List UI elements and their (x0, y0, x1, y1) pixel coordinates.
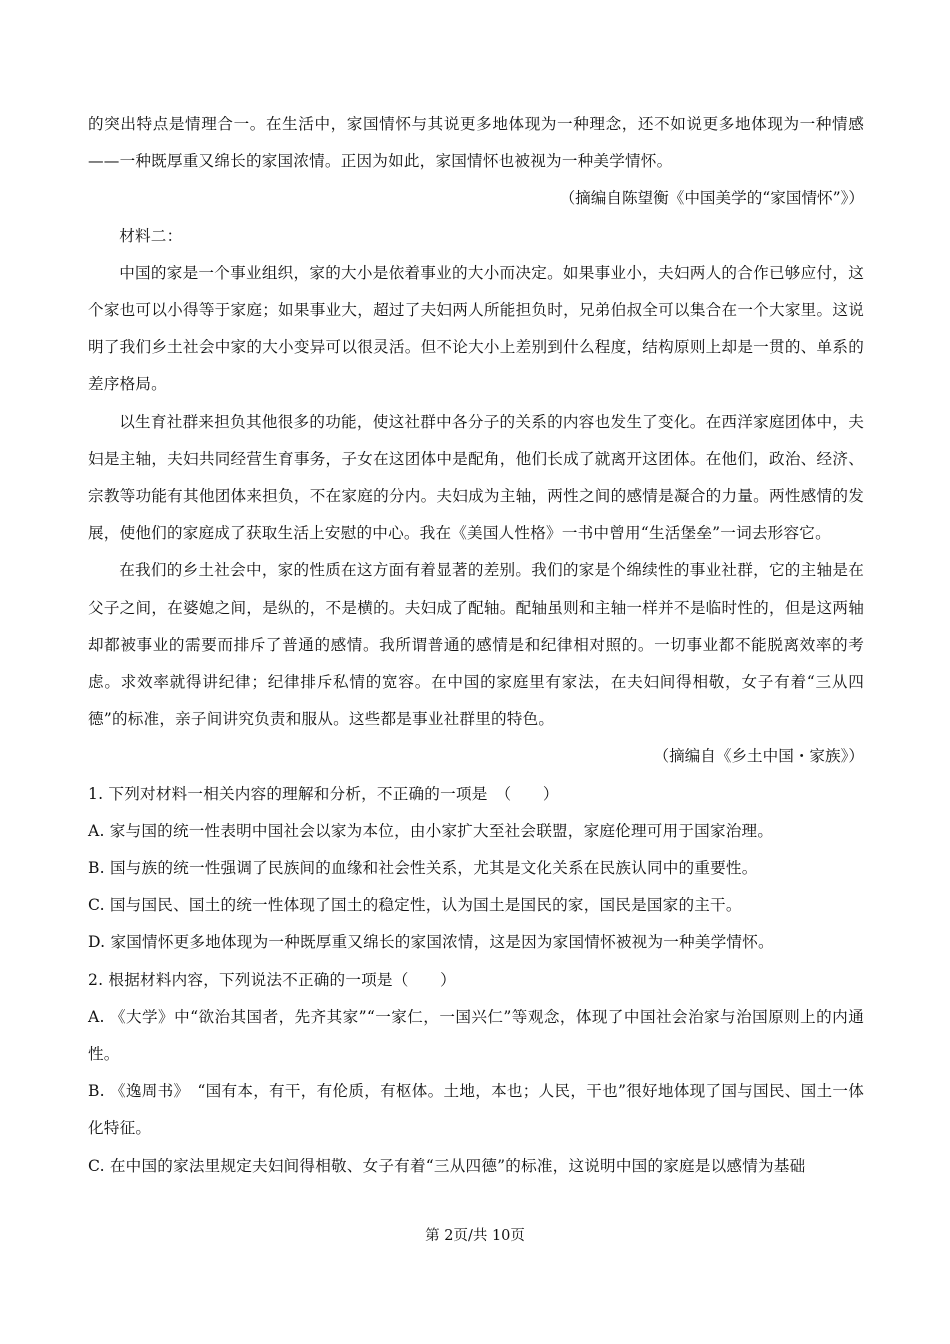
material1-continuation: 的突出特点是情理合一。在生活中，家国情怀与其说更多地体现为一种理念，还不如说更多地体现为一种情感——一种既厚重又绵长的家国浓情。正因为如此，家国情怀也被视为一种美学情怀。 (88, 115, 864, 171)
question-1-option-d: D. 家国情怀更多地体现为一种既厚重又绵长的家国浓情，这是因为家国情怀被视为一种美学情怀。 (88, 933, 774, 952)
question-1-option-c: C. 国与国民、国土的统一性体现了国土的稳定性，认为国土是国民的家，国民是国家的主干。 (88, 896, 742, 915)
page-footer: 第 2页/共 10页 (425, 1228, 525, 1244)
question-2-stem: 2. 根据材料内容，下列说法不正确的一项是（ ） (88, 970, 456, 989)
question-2-option-b: B. 《逸周书》 “国有本，有干，有伦质，有枢体。土地，本也；人民，干也”很好地体现了国与国民、国土一体化特征。 (88, 1082, 864, 1138)
material2-paragraph: 中国的家是一个事业组织，家的大小是依着事业的大小而决定。如果事业小，夫妇两人的合作已够应付，这个家也可以小得等于家庭；如果事业大，超过了夫妇两人所能担负时，兄弟伯叔全可以集合在一个大家里。这说明了我们乡土社会中家的大小变异可以很灵活。但不论大小上差别到什么程度，结构原则上却是一贯的、单系的差序格局。 (88, 263, 864, 394)
material2-paragraph: 在我们的乡土社会中，家的性质在这方面有着显著的差别。我们的家是个绵续性的事业社群，它的主轴是在父子之间，在婆媳之间，是纵的，不是横的。夫妇成了配轴。配轴虽则和主轴一样并不是临时性的，但是这两轴却都被事业的需要而排斥了普通的感情。我所谓普通的感情是和纪律相对照的。一切事业都不能脱离效率的考虑。求效率就得讲纪律；纪律排斥私情的宽容。在中国的家庭里有家法，在夫妇间得相敬，女子有着“三从四德”的标准，亲子间讲究负责和服从。这些都是事业社群里的特色。 (88, 561, 864, 729)
question-2-option-a: A. 《大学》中“欲治其国者，先齐其家”“一家仁，一国兴仁”等观念，体现了中国社会治家与治国原则上的内通性。 (88, 1007, 864, 1064)
material1-source: （摘编自陈望衡《中国美学的“家国情怀”》） (559, 189, 864, 208)
material2-source: （摘编自《乡土中国・家族》） (653, 747, 864, 766)
document-page (88, 106, 864, 1185)
question-1-option-a: A. 家与国的统一性表明中国社会以家为本位，由小家扩大至社会联盟，家庭伦理可用于国家治理。 (88, 821, 774, 840)
question-1-option-b: B. 国与族的统一性强调了民族间的血缘和社会性关系，尤其是文化关系在民族认同中的重要性。 (88, 859, 758, 878)
material2-paragraph: 以生育社群来担负其他很多的功能，使这社群中各分子的关系的内容也发生了变化。在西洋家庭团体中，夫妇是主轴，夫妇共同经营生育事务，子女在这团体中是配角，他们长成了就离开这团体。在他们，政治、经济、宗教等功能有其他团体来担负，不在家庭的分内。夫妇成为主轴，两性之间的感情是凝合的力量。两性感情的发展，使他们的家庭成了获取生活上安慰的中心。我在《美国人性格》一书中曾用“生活堡垒”一词去形容它。 (88, 412, 864, 543)
material2-heading: 材料二： (119, 226, 183, 245)
question-2-option-c: C. 在中国的家法里规定夫妇间得相敬、女子有着“三从四德”的标准，这说明中国的家庭是以感情为基础 (88, 1156, 806, 1175)
question-1-stem: 1. 下列对材料一相关内容的理解和分析，不正确的一项是 （ ） (88, 784, 559, 803)
